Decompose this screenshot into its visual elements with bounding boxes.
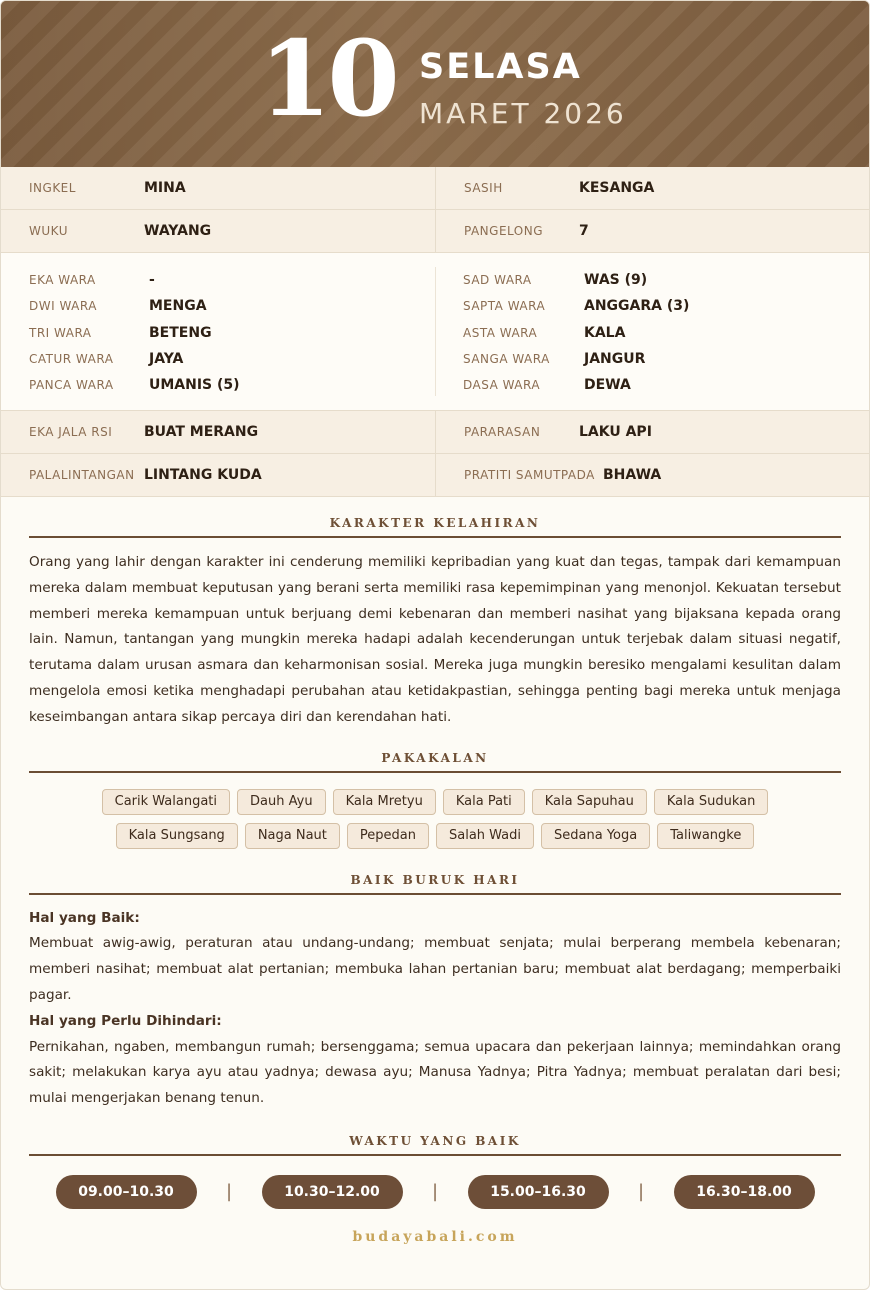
wara-label: DWI WARA bbox=[29, 299, 97, 314]
pakakalan-tag-list bbox=[1, 789, 869, 849]
info-cell-pararasan bbox=[435, 411, 869, 453]
info-value: BHAWA bbox=[603, 467, 662, 483]
info-label: EKA JALA RSI bbox=[29, 425, 113, 439]
pakakalan-tag: Kala Mretyu bbox=[333, 789, 436, 815]
footer-site-name: budayabali.com bbox=[352, 1228, 518, 1245]
pakakalan-tag: Taliwangke bbox=[657, 823, 754, 849]
wara-value: JANGUR bbox=[584, 351, 646, 368]
wara-table bbox=[1, 253, 869, 411]
day-name: SELASA bbox=[419, 47, 582, 87]
info-value: LAKU API bbox=[579, 424, 652, 440]
pakakalan-tag: Kala Sudukan bbox=[654, 789, 768, 815]
good-title: Hal yang Baik: bbox=[29, 909, 140, 926]
wara-row bbox=[463, 372, 869, 398]
slot-separator: | bbox=[637, 1181, 645, 1203]
wara-row bbox=[29, 346, 435, 372]
wara-label: DASA WARA bbox=[463, 378, 541, 393]
wara-row bbox=[29, 372, 435, 398]
wara-row bbox=[463, 293, 869, 319]
section-title-karakter: KARAKTER KELAHIRAN bbox=[329, 516, 541, 530]
info-label: PRATITI SAMUTPADA bbox=[464, 468, 595, 482]
wara-row bbox=[29, 320, 435, 346]
wara-value: DEWA bbox=[584, 377, 631, 394]
pakakalan-tag: Dauh Ayu bbox=[237, 789, 326, 815]
pakakalan-tag: Salah Wadi bbox=[436, 823, 534, 849]
pakakalan-tag: Kala Pati bbox=[443, 789, 525, 815]
wara-row bbox=[463, 267, 869, 293]
info-cell-pangelong bbox=[435, 210, 869, 252]
pakakalan-tag: Sedana Yoga bbox=[541, 823, 650, 849]
wara-column-left bbox=[1, 267, 435, 396]
pakakalan-tag: Kala Sapuhau bbox=[532, 789, 647, 815]
wara-row bbox=[29, 267, 435, 293]
pakakalan-tag: Naga Naut bbox=[245, 823, 340, 849]
info-row-wuku bbox=[1, 210, 869, 253]
time-slot: 10.30–12.00 bbox=[262, 1175, 403, 1209]
info-value: MINA bbox=[144, 180, 186, 196]
wara-row bbox=[463, 346, 869, 372]
info-label: PARARASAN bbox=[464, 425, 541, 439]
wara-value: BETENG bbox=[149, 324, 212, 341]
pakakalan-tag: Pepedan bbox=[347, 823, 429, 849]
wara-value: JAYA bbox=[149, 351, 184, 368]
wara-label: ASTA WARA bbox=[463, 325, 538, 340]
avoid-title: Hal yang Perlu Dihindari: bbox=[29, 1012, 222, 1029]
section-title-baik-buruk: BAIK BURUK HARI bbox=[350, 872, 520, 887]
time-slot: 15.00–16.30 bbox=[468, 1175, 609, 1209]
wara-label: SANGA WARA bbox=[463, 352, 550, 367]
pakakalan-tag: Kala Sungsang bbox=[116, 823, 238, 849]
time-slot-list bbox=[1, 1175, 869, 1209]
avoid-text: Pernikahan, ngaben, membangun rumah; bersenggama; semua upacara dan pekerjaan lainnya; memindahkan orang sakit; melakukan karya ayu atau yadnya; dewasa ayu; Manusa Yadnya; Pitra Yadnya; membuat peralatan dari besi; mulai mengerjakan benang tenun. bbox=[29, 1038, 841, 1107]
info-cell-pratiti-samutpada bbox=[435, 454, 869, 496]
wara-label: SAD WARA bbox=[463, 273, 532, 288]
section-title-pakakalan: PAKAKALAN bbox=[381, 750, 489, 765]
wara-label: SAPTA WARA bbox=[463, 299, 546, 314]
info-cell-palalintangan bbox=[1, 454, 435, 496]
good-text: Membuat awig-awig, peraturan atau undang-undang; membuat senjata; mulai berperang membela kebenaran; memberi nasihat; membuat alat pertanian; membuka lahan pertanian baru; membuat alat berdagang; memperbaiki pagar. bbox=[29, 935, 841, 1003]
wara-value: KALA bbox=[584, 324, 626, 341]
wara-value: ANGGARA (3) bbox=[584, 298, 690, 315]
wara-value: WAS (9) bbox=[584, 272, 648, 289]
slot-separator: | bbox=[225, 1181, 233, 1203]
info-cell-wuku bbox=[1, 210, 435, 252]
info-label: PALALINTANGAN bbox=[29, 468, 135, 482]
wara-row bbox=[29, 293, 435, 319]
wara-label: PANCA WARA bbox=[29, 378, 114, 393]
day-number: 10 bbox=[259, 17, 396, 140]
info-cell-sasih bbox=[435, 167, 869, 209]
info-value: LINTANG KUDA bbox=[144, 467, 262, 483]
wara-column-right bbox=[435, 267, 869, 396]
wara-label: EKA WARA bbox=[29, 273, 96, 288]
slot-separator: | bbox=[431, 1181, 439, 1203]
wara-value: - bbox=[149, 272, 155, 289]
info-label: PANGELONG bbox=[464, 224, 544, 238]
info-cell-eka-jala-rsi bbox=[1, 411, 435, 453]
pakakalan-tag: Carik Walangati bbox=[102, 789, 230, 815]
time-slot: 09.00–10.30 bbox=[56, 1175, 197, 1209]
info-value: 7 bbox=[579, 223, 589, 239]
info-cell-ingkel bbox=[1, 167, 435, 209]
info-value: BUAT MERANG bbox=[144, 424, 259, 440]
section-title-waktu: WAKTU YANG BAIK bbox=[349, 1133, 521, 1148]
info-row-palalintangan bbox=[1, 454, 869, 497]
wara-label: TRI WARA bbox=[29, 325, 92, 340]
info-value: KESANGA bbox=[579, 180, 655, 196]
wara-value: UMANIS (5) bbox=[149, 377, 240, 394]
month-year: MARET 2026 bbox=[419, 97, 627, 130]
wara-label: CATUR WARA bbox=[29, 352, 114, 367]
info-row-eka-jala-rsi bbox=[1, 411, 869, 454]
info-value: WAYANG bbox=[144, 223, 212, 239]
karakter-text: Orang yang lahir dengan karakter ini cenderung memiliki kepribadian yang kuat dan tegas, tampak dari kemampuan mereka dalam membuat keputusan yang berani serta memiliki rasa kepemimpinan yang menonjol. Kekuatan tersebut memberi mereka kemampuan untuk berjuang demi kebenaran dan memberi nasihat yang bijaksana kepada orang lain. Namun, tantangan yang mungkin mereka hadapi adalah kecenderungan untuk terjebak dalam situasi negatif, terutama dalam urusan asmara dan keharmonisan sosial. Mereka juga mungkin beresiko mengalami kesulitan dalam mengelola emosi ketika menghadapi perubahan atau ketidakpastian, sehingga penting bagi mereka untuk menjaga keseimbangan antara sikap percaya diri dan kerendahan hati. bbox=[29, 554, 841, 725]
info-row-ingkel bbox=[1, 167, 869, 210]
wara-value: MENGA bbox=[149, 298, 207, 315]
info-label: SASIH bbox=[464, 181, 503, 195]
time-slot: 16.30–18.00 bbox=[674, 1175, 815, 1209]
info-label: INGKEL bbox=[29, 181, 76, 195]
info-label: WUKU bbox=[29, 224, 68, 238]
wara-row bbox=[463, 320, 869, 346]
date-header bbox=[1, 1, 869, 167]
